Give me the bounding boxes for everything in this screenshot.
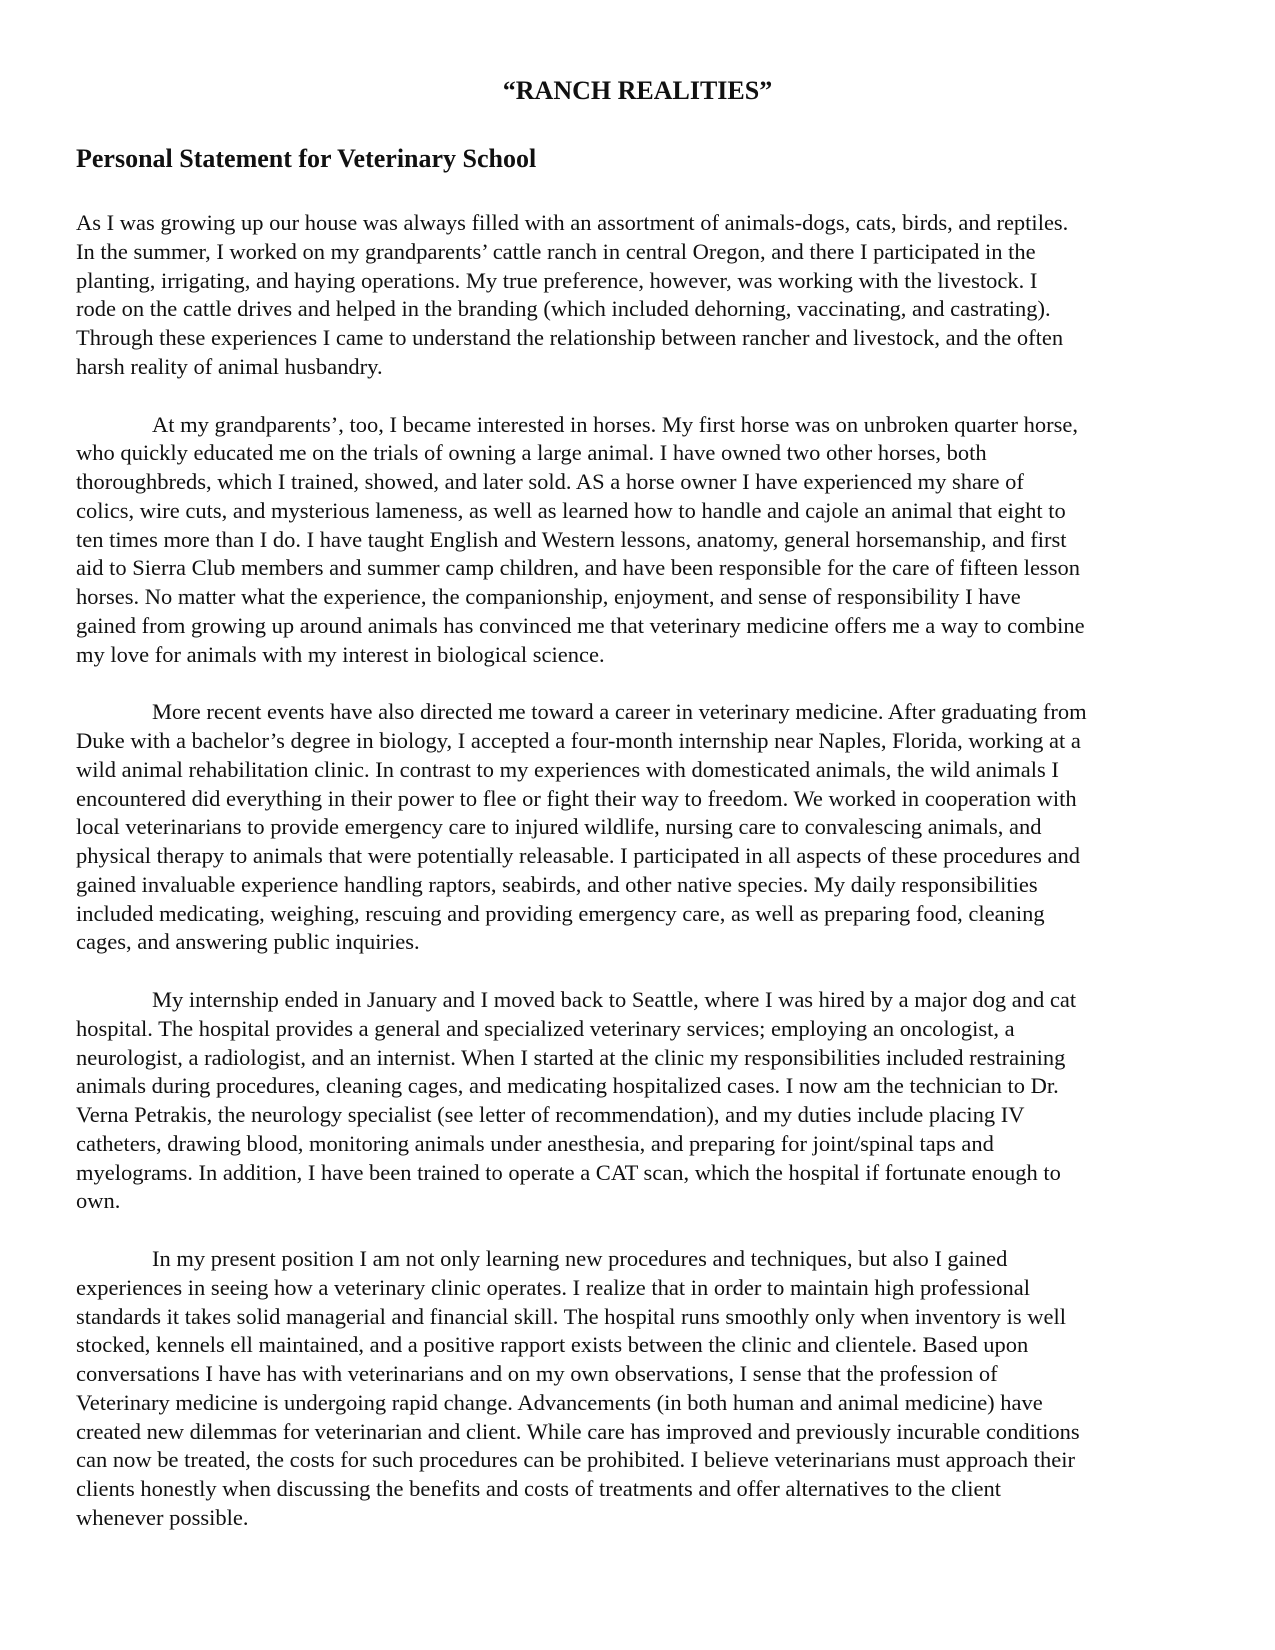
paragraph-1: As I was growing up our house was always filled with an assortment of animals-dogs, cats, birds, and reptiles. In the summer, I worked on my grandparents’ cattle ranch in central Oregon, and there I participated in the planting, irrigating, and haying operations. My true preference, however, was working with the livestock. I rode on the cattle drives and helped in the branding (which included dehorning, vaccinating, and castrating). Through these experiences I came to understand the relationship between rancher and livestock, and the often harsh reality of animal husbandry. (76, 210, 1069, 379)
document-subtitle: Personal Statement for Veterinary School (76, 144, 537, 173)
paragraph-4: My internship ended in January and I moved back to Seattle, where I was hired by a major dog and cat hospital. The hospital provides a general and specialized veterinary services; employing an oncologist, a neurologist, a radiologist, and an internist. When I started at the clinic my responsibilities included restraining animals during procedures, cleaning cages, and medicating hospitalized cases. I now am the technician to Dr. Verna Petrakis, the neurology specialist (see letter of recommendation), and my duties include placing IV catheters, drawing blood, monitoring animals under anesthesia, and preparing for joint/spinal taps and myelograms. In addition, I have been trained to operate a CAT scan, which the hospital if fortunate enough to own. (76, 987, 1077, 1214)
paragraph-3: More recent events have also directed me toward a career in veterinary medicine. After graduating from Duke with a bachelor’s degree in biology, I accepted a four-month internship near Naples, Florida, working at a wild animal rehabilitation clinic. In contrast to my experiences with domesticated animals, the wild animals I encountered did everything in their power to flee or fight their way to freedom. We worked in cooperation with local veterinarians to provide emergency care to injured wildlife, nursing care to convalescing animals, and physical therapy to animals that were potentially releasable. I participated in all aspects of these procedures and gained invaluable experience handling raptors, seabirds, and other native species. My daily responsibilities included medicating, weighing, rescuing and providing emergency care, as well as preparing food, cleaning cages, and answering public inquiries. (76, 699, 1087, 955)
paragraph-5: In my present position I am not only learning new procedures and techniques, but also I gained experiences in seeing how a veterinary clinic operates. I realize that in order to maintain high professional standards it takes solid managerial and financial skill. The hospital runs smoothly only when inventory is well stocked, kennels ell maintained, and a positive rapport exists between the clinic and clientele. Based upon conversations I have has with veterinarians and on my own observations, I sense that the profession of Veterinary medicine is undergoing rapid change. Advancements (in both human and animal medicine) have created new dilemmas for veterinarian and client. While care has improved and previously incurable conditions can now be treated, the costs for such procedures can be prohibited. I believe veterinarians must approach their clients honestly when discussing the benefits and costs of treatments and offer alternatives to the client whenever possible. (76, 1246, 1080, 1530)
document-title: “RANCH REALITIES” (502, 76, 773, 105)
paragraph-2: At my grandparents’, too, I became interested in horses. My first horse was on unbroken quarter horse, who quickly educated me on the trials of owning a large animal. I have owned two other horses, both thoroughbreds, which I trained, showed, and later sold. AS a horse owner I have experienced my share of colics, wire cuts, and mysterious lameness, as well as learned how to handle and cajole an animal that eight to ten times more than I do. I have taught English and Western lessons, anatomy, general horsemanship, and first aid to Sierra Club members and summer camp children, and have been responsible for the care of fifteen lesson horses. No matter what the experience, the companionship, enjoyment, and sense of responsibility I have gained from growing up around animals has convinced me that veterinary medicine offers me a way to combine my love for animals with my interest in biological science. (76, 411, 1085, 667)
document-body (76, 209, 1206, 1562)
